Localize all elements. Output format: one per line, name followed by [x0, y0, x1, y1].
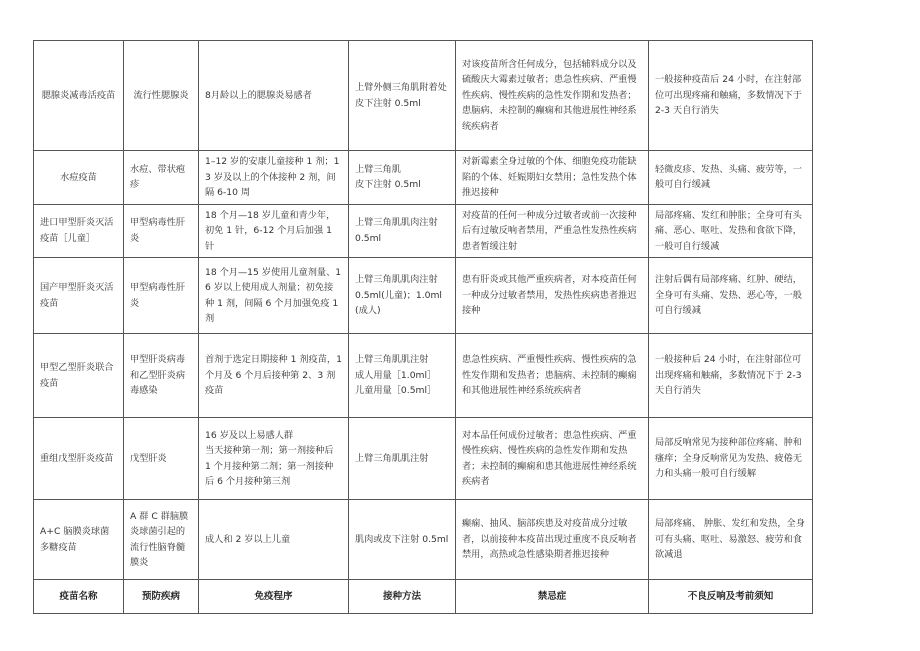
contraindication-cell: 对本品任何成份过敏者；患急性疾病、严重慢性疾病、慢性疾病的急性发作期和发热者；未控制的癫痫和患其他进展性神经系统疾病者	[456, 418, 649, 500]
disease-cell: 甲型病毒性肝炎	[124, 204, 199, 258]
reaction-cell: 注射后偶有局部疼痛、红肿、硬结，全身可有头痛、发热、恶心等，一般可自行缓减	[649, 258, 813, 334]
method-cell: 肌肉或皮下注射 0.5ml	[349, 500, 456, 580]
disease-cell: 甲型病毒性肝炎	[124, 258, 199, 334]
contraindication-cell: 对疫苗的任何一种成分过敏者或前一次接种后有过敏反响者禁用，严重急性发热性疾病患者暂缓注射	[456, 204, 649, 258]
method-cell: 上臂三角肌肌注射 成人用量［1.0ml］ 儿童用量［0.5ml］	[349, 334, 456, 418]
disease-cell: 甲型肝炎病毒和乙型肝炎病毒感染	[124, 334, 199, 418]
header-vaccine-name: 疫苗名称	[34, 580, 124, 614]
schedule-cell: 成人和 2 岁以上儿童	[199, 500, 349, 580]
contraindication-cell: 患有肝炎或其他严重疾病者，对本疫苗任何一种成分过敏者禁用，发热性疾病患者推迟接种	[456, 258, 649, 334]
vaccine-name: 水痘疫苗	[34, 151, 124, 205]
method-cell: 上臂三角肌肌注射	[349, 418, 456, 500]
table-header-row	[34, 580, 813, 614]
vaccine-name: 腮腺炎减毒活疫苗	[34, 41, 124, 151]
method-cell: 上臂三角肌肌肉注射 0.5ml	[349, 204, 456, 258]
contraindication-cell: 癫痫、抽风、脑部疾患及对疫苗成分过敏者，以前接种本疫苗出现过重度不良反响者禁用，高热或急性感染期者推迟接种	[456, 500, 649, 580]
schedule-cell: 1–12 岁的安康儿童接种 1 剂；13 岁及以上的个体接种 2 剂，间隔 6-10 周	[199, 151, 349, 205]
vaccine-name: 甲型乙型肝炎联合疫苗	[34, 334, 124, 418]
disease-cell: A 群 C 群脑膜炎球菌引起的流行性脑脊髓膜炎	[124, 500, 199, 580]
method-cell: 上臂三角肌肌肉注射 0.5ml(儿童)；1.0ml(成人)	[349, 258, 456, 334]
schedule-cell: 16 岁及以上易感人群 当天接种第一剂；第一剂接种后 1 个月接种第二剂；第一剂接种后 6 个月接种第三剂	[199, 418, 349, 500]
schedule-cell: 首剂于选定日期接种 1 剂疫苗，1 个月及 6 个月后接种第 2、3 剂疫苗	[199, 334, 349, 418]
table-row	[34, 418, 813, 500]
reaction-cell: 一般接种疫苗后 24 小时，在注射部位可出现疼痛和触痛，多数情况下于 2-3 天自行消失	[649, 41, 813, 151]
disease-cell: 戊型肝炎	[124, 418, 199, 500]
vaccine-name: 进口甲型肝炎灭活疫苗［儿童］	[34, 204, 124, 258]
contraindication-cell: 患急性疾病、严重慢性疾病、慢性疾病的急性发作期和发热者；患脑病、未控制的癫痫和其他进展性神经系统疾病者	[456, 334, 649, 418]
reaction-cell: 局部疼痛、 肿胀、发红和发热，全身可有头痛、呕吐、易激怒、疲劳和食欲减退	[649, 500, 813, 580]
vaccine-table	[33, 40, 813, 614]
header-disease: 预防疾病	[124, 580, 199, 614]
table-row	[34, 151, 813, 205]
contraindication-cell: 对该疫苗所含任何成分，包括辅料成分以及硫酸庆大霉素过敏者；患急性疾病、严重慢性疾病、慢性疾病的急性发作期和发热者；患脑病、未控制的癫痫和其他进展性神经系统疾病者	[456, 41, 649, 151]
table-row	[34, 41, 813, 151]
table-row	[34, 500, 813, 580]
reaction-cell: 轻微皮疹、发热、头痛、疲劳等，一般可自行缓减	[649, 151, 813, 205]
schedule-cell: 8月龄以上的腮腺炎易感者	[199, 41, 349, 151]
reaction-cell: 一般接种后 24 小时，在注射部位可出现疼痛和触痛，多数情况下于 2-3 天自行消失	[649, 334, 813, 418]
table-row	[34, 204, 813, 258]
vaccine-name: A+C 脑膜炎球菌多糖疫苗	[34, 500, 124, 580]
table-row	[34, 258, 813, 334]
header-contraindication: 禁忌症	[456, 580, 649, 614]
header-method: 接种方法	[349, 580, 456, 614]
reaction-cell: 局部反响常见为接种部位疼痛、肿和瘙痒；全身反响常见为发热、疲倦无力和头痛一般可自行缓解	[649, 418, 813, 500]
disease-cell: 流行性腮腺炎	[124, 41, 199, 151]
contraindication-cell: 对新霉素全身过敏的个体、细胞免疫功能缺陷的个体、妊娠期妇女禁用；急性发热个体推迟接种	[456, 151, 649, 205]
table-row	[34, 334, 813, 418]
disease-cell: 水痘、带状疱疹	[124, 151, 199, 205]
method-cell: 上臂三角肌 皮下注射 0.5ml	[349, 151, 456, 205]
method-cell: 上臂外侧三角肌附着处皮下注射 0.5ml	[349, 41, 456, 151]
header-reaction: 不良反响及考前须知	[649, 580, 813, 614]
header-schedule: 免疫程序	[199, 580, 349, 614]
schedule-cell: 18 个月—15 岁使用儿童剂量、16 岁以上使用成人剂量；初免接种 1 剂，间隔 6 个月加强免疫 1 剂	[199, 258, 349, 334]
vaccine-name: 国产甲型肝炎灭活疫苗	[34, 258, 124, 334]
vaccine-name: 重组戊型肝炎疫苗	[34, 418, 124, 500]
reaction-cell: 局部疼痛、发红和肿胀；全身可有头痛、恶心、呕吐、发热和食欲下降，一般可自行缓减	[649, 204, 813, 258]
schedule-cell: 18 个月—18 岁儿童和青少年，初免 1 针，6-12 个月后加强 1 针	[199, 204, 349, 258]
